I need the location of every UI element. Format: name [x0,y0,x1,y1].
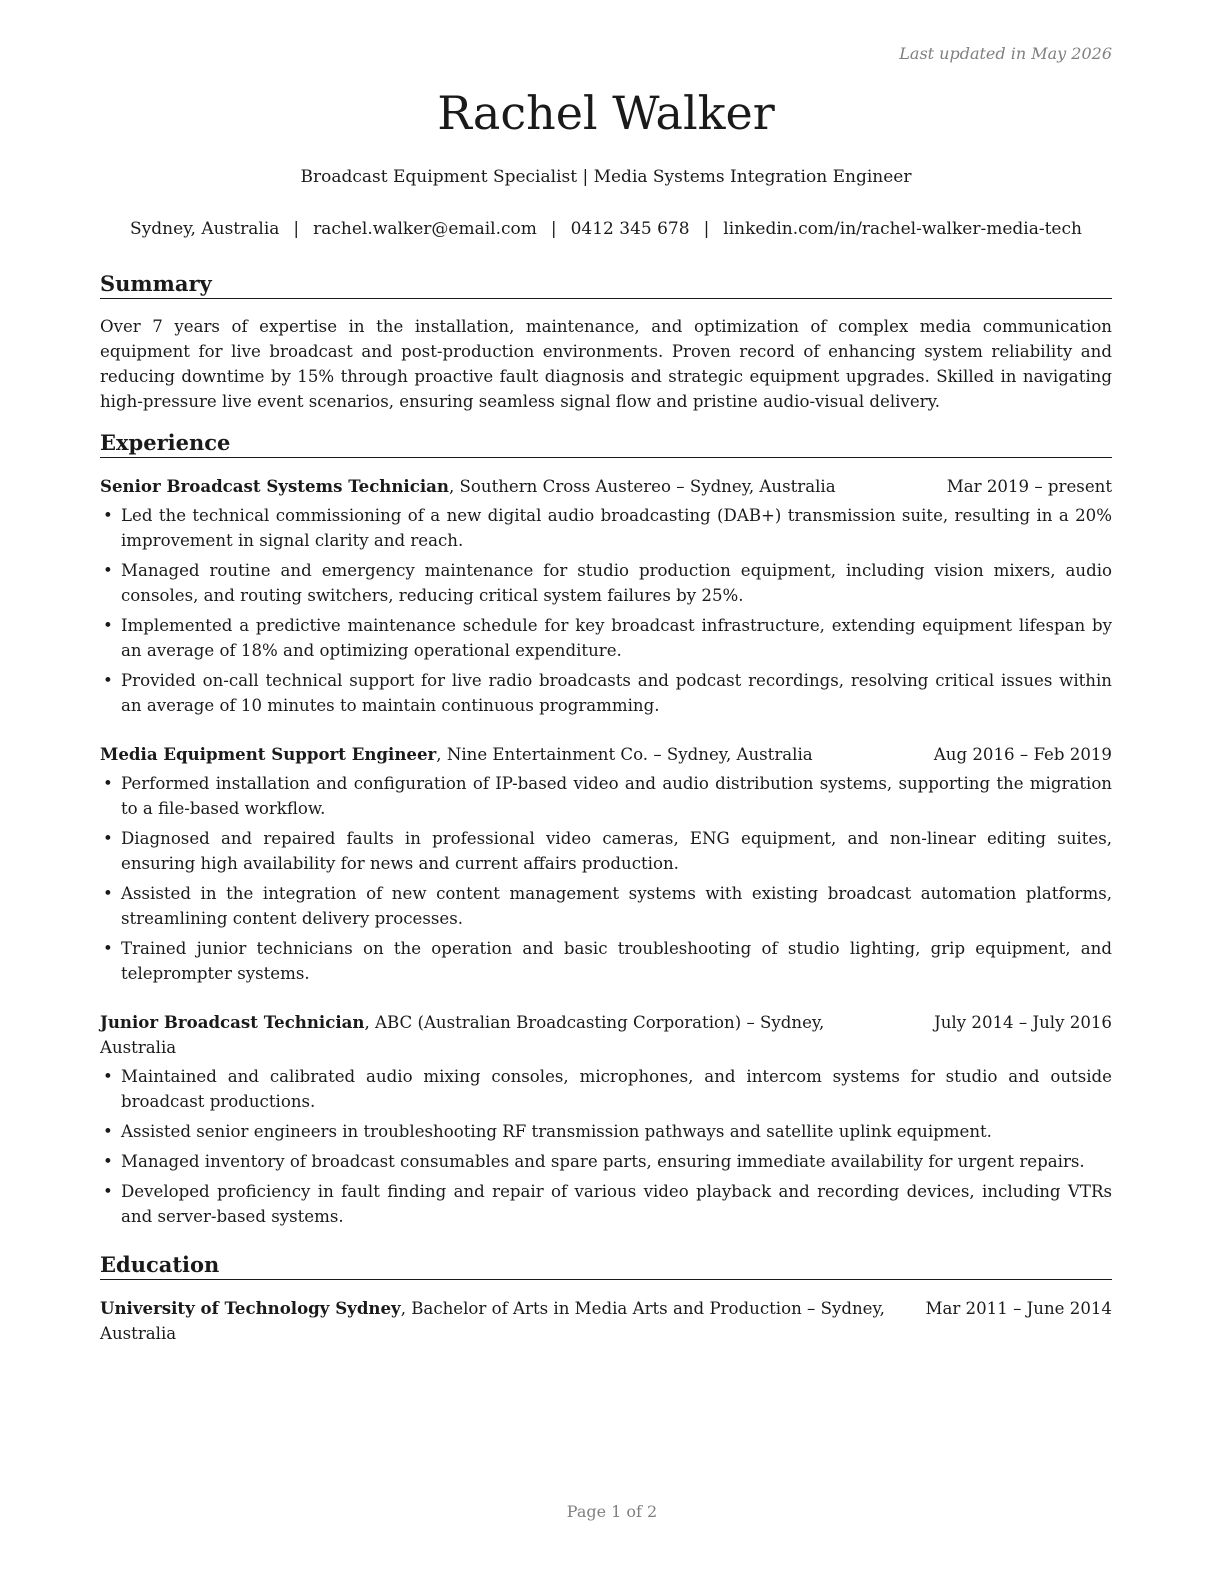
section-title-education: Education [100,1252,1112,1280]
page-number: Page 1 of 2 [566,1502,658,1521]
job-header [100,1010,1112,1060]
contact-linkedin[interactable]: linkedin.com/in/rachel-walker-media-tech [723,219,1082,239]
list-item: • Developed proficiency in fault finding and repair of various video playback and recording devices, including VTRs and server-based systems. [100,1179,1112,1229]
education-school: University of Technology Sydney [100,1298,401,1318]
contact-line [80,219,1132,239]
list-item: • Managed routine and emergency maintenance for studio production equipment, including vision mixers, audio consoles, and routing switchers, reducing critical system failures by 25%. [100,558,1112,608]
section-title-experience: Experience [100,430,1112,458]
job-role: Junior Broadcast Technician [100,1012,365,1032]
list-item: • Assisted senior engineers in troubleshooting RF transmission pathways and satellite uplink equipment. [100,1119,1112,1144]
list-item: • Assisted in the integration of new content management systems with existing broadcast automation platforms, streamlining content delivery processes. [100,881,1112,931]
job-header [100,474,1112,499]
list-item: • Implemented a predictive maintenance schedule for key broadcast infrastructure, extending equipment lifespan by an average of 18% and optimizing operational expenditure. [100,613,1112,663]
section-title-summary: Summary [100,271,1112,299]
job-dates: Aug 2016 – Feb 2019 [933,745,1112,764]
list-item: • Maintained and calibrated audio mixing consoles, microphones, and intercom systems for studio and outside broadcast productions. [100,1064,1112,1114]
job-bullets [100,771,1112,991]
job-company: , Southern Cross Austereo – Sydney, Australia [448,477,836,496]
job-dates: Mar 2019 – present [946,477,1112,496]
job-bullets [100,1064,1112,1234]
list-item: • Performed installation and configuration of IP-based video and audio distribution systems, supporting the migration to a file-based workflow. [100,771,1112,821]
job-company: , Nine Entertainment Co. – Sydney, Australia [436,745,813,764]
list-item: • Led the technical commissioning of a new digital audio broadcasting (DAB+) transmission suite, resulting in a 20% improvement in signal clarity and reach. [100,503,1112,553]
contact-separator: | [550,219,557,239]
candidate-name: Rachel Walker [437,86,775,140]
list-item: • Diagnosed and repaired faults in professional video cameras, ENG equipment, and non-linear editing suites, ensuring high availability for news and current affairs production. [100,826,1112,876]
resume-page [100,0,1112,1584]
list-item: • Managed inventory of broadcast consumables and spare parts, ensuring immediate availability for urgent repairs. [100,1149,1112,1174]
education-dates: Mar 2011 – June 2014 [925,1299,1112,1318]
candidate-headline: Broadcast Equipment Specialist | Media Systems Integration Engineer [300,167,912,187]
job-dates: July 2014 – July 2016 [934,1013,1112,1032]
job-company: , ABC (Australian Broadcasting Corporation) – Sydney, Australia [100,1013,825,1057]
list-item: • Provided on-call technical support for live radio broadcasts and podcast recordings, resolving critical issues within an average of 10 minutes to maintain continuous programming. [100,668,1112,718]
contact-separator: | [703,219,710,239]
job-header [100,742,1112,767]
education-entry [100,1296,1112,1346]
job-role: Senior Broadcast Systems Technician [100,476,449,496]
list-item: • Trained junior technicians on the operation and basic troubleshooting of studio lighting, grip equipment, and teleprompter systems. [100,936,1112,986]
last-updated-note: Last updated in May 2026 [899,44,1112,63]
job-role: Media Equipment Support Engineer [100,744,437,764]
contact-phone[interactable]: 0412 345 678 [570,219,690,239]
contact-location: Sydney, Australia [130,219,280,239]
education-degree: , Bachelor of Arts in Media Arts and Production – Sydney, Australia [100,1299,885,1343]
job-bullets [100,503,1112,723]
contact-separator: | [293,219,300,239]
contact-email[interactable]: rachel.walker@email.com [313,219,537,239]
summary-text: Over 7 years of expertise in the installation, maintenance, and optimization of complex media communication equipment for live broadcast and post-production environments. Proven record of enhancing system reliability and reducing downtime by 15% through proactive fault diagnosis and strategic equipment upgrades. Skilled in navigating high-pressure live event scenarios, ensuring seamless signal flow and pristine audio-visual delivery. [100,317,1112,411]
